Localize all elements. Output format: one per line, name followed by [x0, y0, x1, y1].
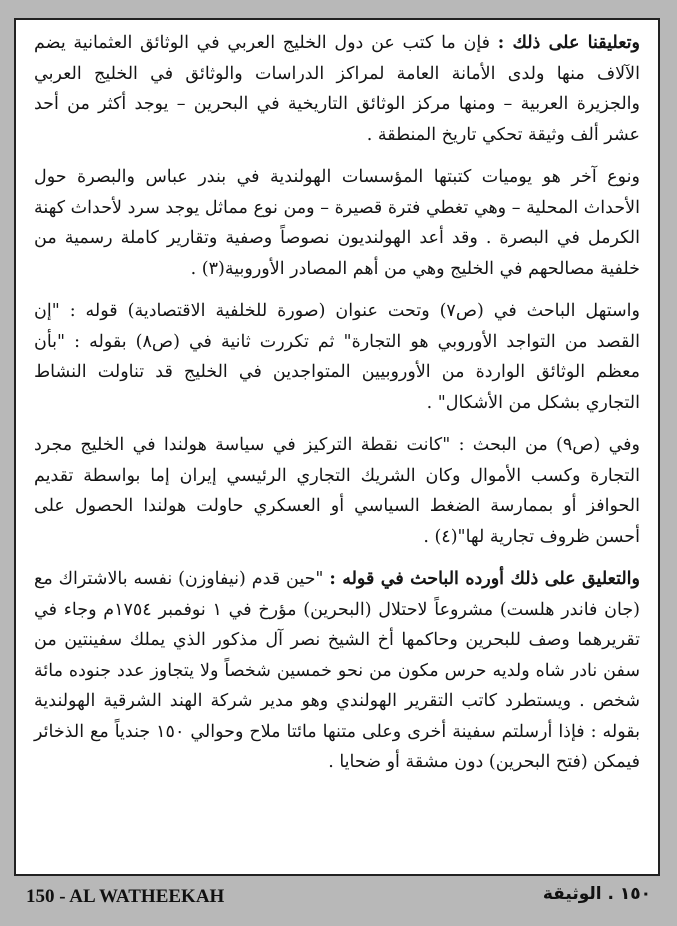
paragraph-2: ونوع آخر هو يوميات كتبتها المؤسسات الهولندية في بندر عباس والبصرة حول الأحداث المحلية – وهي تغطي فترة قصيرة – ومن نوع مماثل يوجد سرد لأحداث كهنة الكرمل في البصرة . وقد أعد الهولنديون نصوصاً وصفية وتقارير كاملة رسمية من خلفية مصالحهم في الخليج وهي من أهم المصادر الأوروبية(٣) .: [34, 167, 640, 279]
paragraph-1-lead: وتعليقنا على ذلك :: [497, 33, 640, 53]
paragraph-3: واستهل الباحث في (ص٧) وتحت عنوان (صورة للخلفية الاقتصادية) قوله : "إن القصد من التواجد الأوروبي هو التجارة" ثم تكررت ثانية في (ص٨) بقوله : "بأن معظم الوثائق الواردة من الأوروبيين المتواجدين في الخليج قد تناولت النشاط التجاري بشكل من الأشكال" .: [34, 301, 640, 413]
paragraph-4: وفي (ص٩) من البحث : "كانت نقطة التركيز في سياسة هولندا في الخليج مجرد التجارة وكسب الأموال وكان الشريك التجاري الرئيسي إيران إما بواسطة تقديم الحوافز أو بممارسة الضغط السياسي أو العسكري حاولت هولندا الحصول على أحسن ظروف تجارية لها"(٤) .: [34, 435, 640, 547]
paragraph-1-text: فإن ما كتب عن دول الخليج العربي في الوثائق العثمانية يضم الآلاف منها ولدى الأمانة العامة لمراكز الدراسات والوثائق في الخليج العربي والجزيرة العربية – ومنها مركز الوثائق التاريخية في البحرين – يوجد أكثر من أحد عشر ألف وثيقة تحكي تاريخ المنطقة .: [34, 33, 640, 145]
document-page: [14, 18, 660, 876]
page-footer: [0, 876, 677, 926]
paragraph-5-lead: والتعليق على ذلك أورده الباحث في قوله :: [329, 569, 640, 589]
footer-page-number-arabic: ١٥٠ . الوثيقة: [542, 884, 651, 904]
paragraph-5-text: "حين قدم (نيفاوزن) نفسه بالاشتراك مع (جان فاندر هلست) مشروعاً لاحتلال (البحرين) مؤرخ في ١ نوفمبر ١٧٥٤م وجاء في تقريرهما وصف للبحرين وحاكمها أخ الشيخ نصر آل مذكور الذي يملك سفينتين من سفن نادر شاه ولديه حرس مكون من نحو خمسين شخصاً ولا يتجاوز عدد جنوده مائة شخص . ويستطرد كاتب التقرير الهولندي وهو مدير شركة الهند الشرقية الهولندية بقوله : فإذا أرسلتم سفينة أخرى وعلى متنها مائتا ملاح وحوالي ١٥٠ جندياً مع الذخائر فيمكن (فتح البحرين) دون مشقة أو ضحايا .: [34, 569, 640, 772]
paragraph-1: [34, 28, 640, 150]
paragraph-5: [34, 564, 640, 778]
footer-page-number-english: 150 - AL WATHEEKAH: [26, 886, 225, 907]
article-body: [34, 28, 640, 790]
